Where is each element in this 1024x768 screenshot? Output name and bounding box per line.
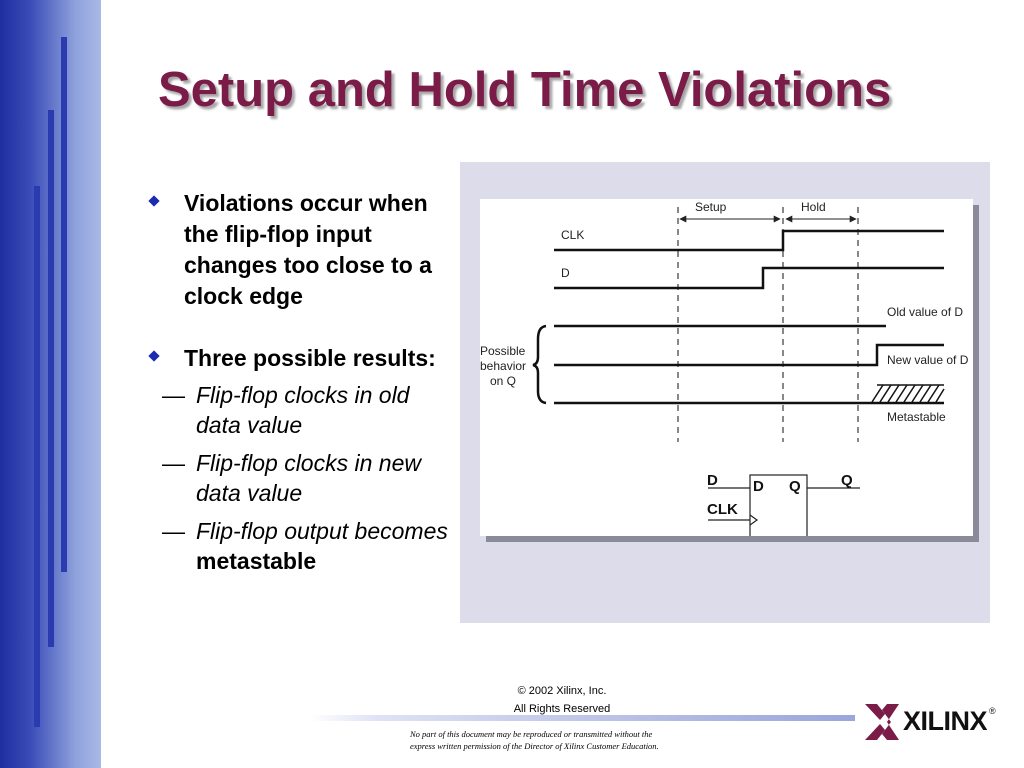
sub-bullet-text: Flip-flop output becomes <box>196 518 448 544</box>
behavior-brace <box>533 326 546 403</box>
sub-bullet-strong-text: metastable <box>196 548 317 574</box>
xilinx-logo <box>863 702 1003 742</box>
ff-d-input-label: D <box>707 472 718 489</box>
q-new-value-waveform <box>554 345 944 365</box>
dash-marker: — <box>162 518 185 544</box>
bullet-text: Violations occur when the flip-flop input changes too close to a clock edge <box>184 190 432 309</box>
possible-behavior-line: behavior <box>480 359 527 373</box>
setup-label: Setup <box>695 200 727 214</box>
side-stripe <box>34 186 40 727</box>
possible-behavior-line: Possible <box>480 344 526 358</box>
metastable-label: Metastable <box>887 410 946 424</box>
sub-bullet-item <box>162 380 455 440</box>
possible-behavior-line: on Q <box>490 374 517 388</box>
sub-bullet-text: Flip-flop clocks in new data value <box>196 450 421 506</box>
bullet-item <box>150 188 455 312</box>
xilinx-mark-icon <box>863 704 901 740</box>
side-stripe <box>61 37 67 572</box>
legal-notice <box>410 728 710 752</box>
timing-diagram-panel <box>480 199 973 536</box>
copyright-block <box>462 682 662 718</box>
clk-waveform <box>554 231 944 250</box>
legal-line: No part of this document may be reproduced or transmitted without the <box>410 729 653 739</box>
diamond-bullet-icon <box>148 350 159 361</box>
bullet-text: Three possible results: <box>184 345 436 371</box>
side-decoration-bar <box>0 0 101 768</box>
timing-diagram <box>480 199 973 536</box>
clk-signal-label: CLK <box>561 228 585 242</box>
metastable-hatch <box>872 385 944 402</box>
sub-bullet-text: Flip-flop clocks in old data value <box>196 382 410 438</box>
rights-text: All Rights Reserved <box>513 703 611 715</box>
bullet-list <box>150 188 455 584</box>
hold-label: Hold <box>801 200 826 214</box>
old-value-label: Old value of D <box>887 305 964 319</box>
ff-clk-input-label: CLK <box>707 501 738 518</box>
ff-d-port-label: D <box>753 478 764 495</box>
side-stripe <box>48 110 54 647</box>
new-value-label: New value of D <box>887 353 969 367</box>
ff-q-port-label: Q <box>789 478 801 495</box>
sub-bullet-item <box>162 448 455 508</box>
d-waveform <box>554 268 944 288</box>
legal-line: express written permission of the Director of Xilinx Customer Education. <box>410 741 659 751</box>
slide-title: Setup and Hold Time Violations <box>158 63 892 117</box>
logo-wordmark: XILINX <box>903 706 988 736</box>
bullet-item <box>150 343 455 374</box>
footer-rule <box>310 715 855 721</box>
sub-bullet-item <box>162 516 455 576</box>
d-signal-label: D <box>561 266 570 280</box>
registered-mark: ® <box>989 706 996 716</box>
dash-marker: — <box>162 382 185 408</box>
ff-q-output-label: Q <box>841 472 853 489</box>
sub-bullet-list <box>162 380 455 576</box>
dash-marker: — <box>162 450 185 476</box>
copyright-text: © 2002 Xilinx, Inc. <box>517 685 607 697</box>
diamond-bullet-icon <box>148 195 159 206</box>
possible-behavior-label <box>480 344 529 388</box>
